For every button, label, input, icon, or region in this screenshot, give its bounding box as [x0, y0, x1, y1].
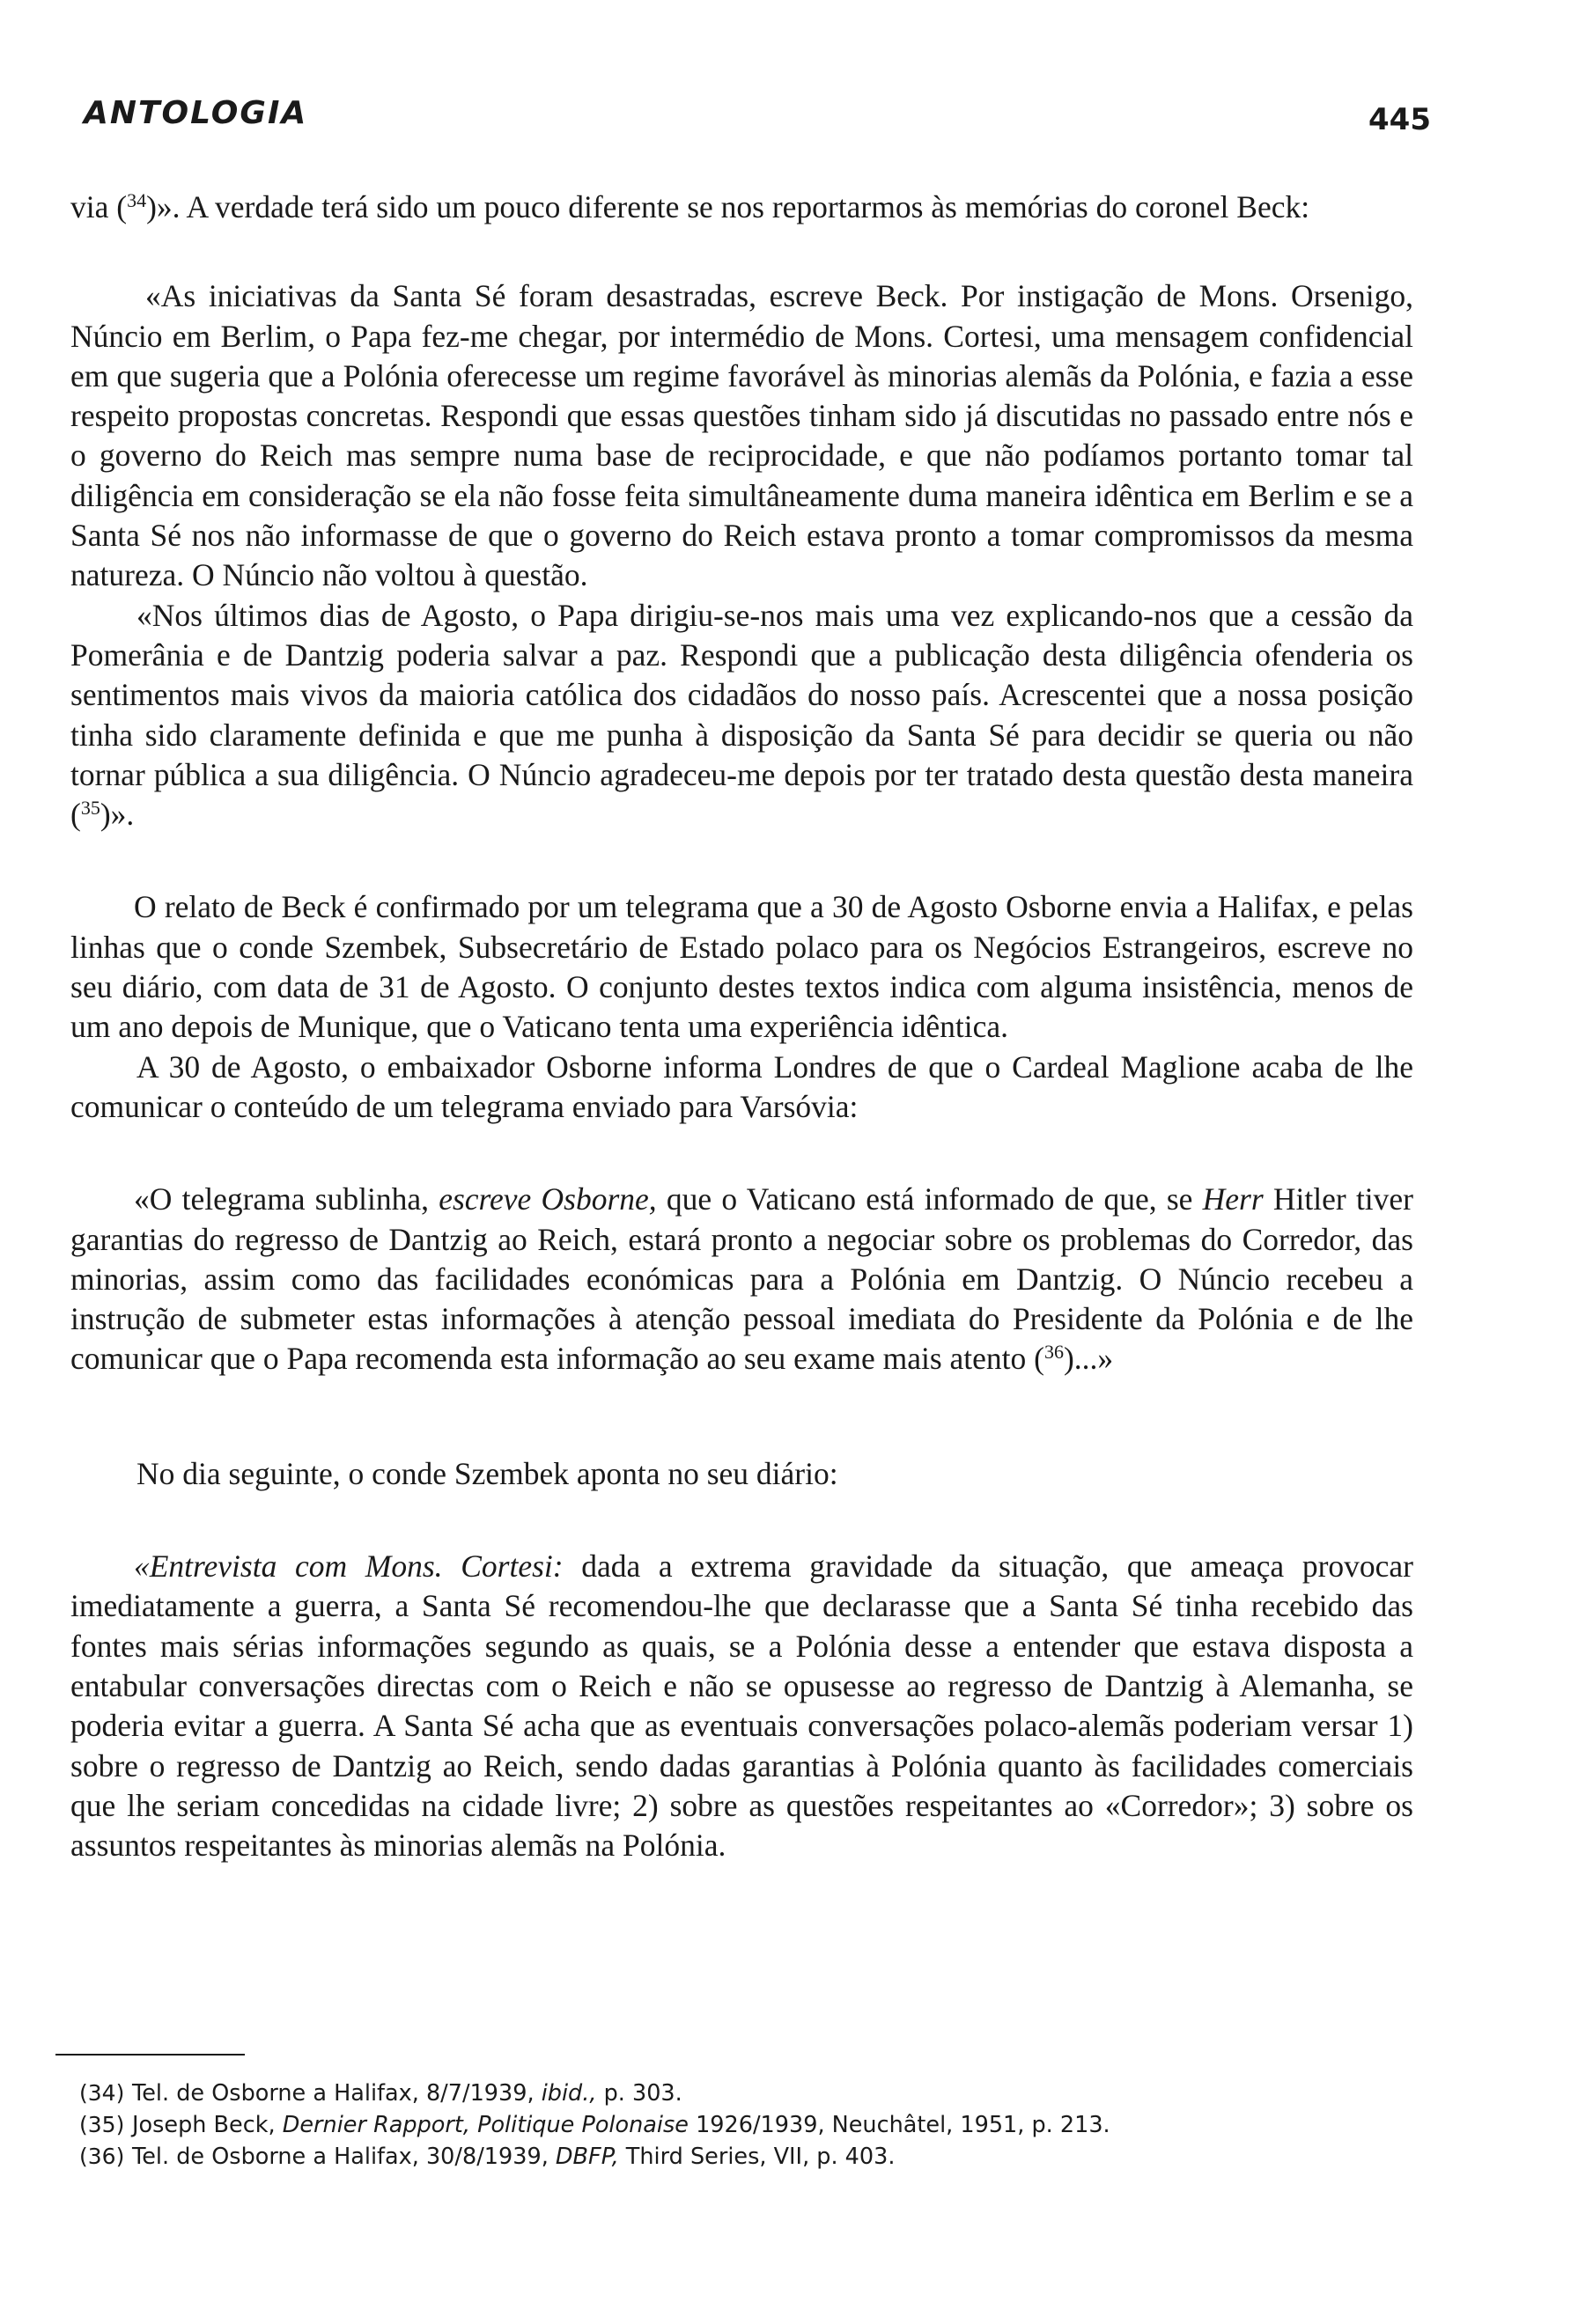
paragraph-szembek: No dia seguinte, o conde Szembek aponta no seu diário: [136, 1455, 838, 1491]
footnote-36 [79, 2141, 1409, 2173]
italic-run: «Entrevista com Mons. Cortesi: [134, 1548, 564, 1585]
paragraph-continued [70, 188, 1413, 227]
footnotes [79, 2078, 1409, 2173]
footnote-number: (35) [79, 2112, 125, 2137]
running-title: ANTOLOGIA [84, 95, 308, 131]
footnote-ref-35: 35 [80, 797, 100, 820]
text-run: que o Vaticano está informado de que, se [656, 1181, 1203, 1217]
italic-run: Dernier Rapport, Politique Polonaise [282, 2112, 689, 2138]
text-run: dada a extrema gravidade da situação, que ameaça provocar imediatamente a guerra, a Santa Sé recomendou-lhe que declarasse que a Santa Sé tinha recebido das fontes mais sérias informações segundo as quais, se a Polónia desse a entender que estava disposta a entabular conversações directas com o Reich e não se opusesse ao regresso de Dantzig à Alemanha, se poderia evitar a guerra. A Santa Sé acha que as eventuais conversações polaco-alemãs poderiam versar 1) sobre o regresso de Dantzig ao Reich, sendo dadas garantias à Polónia quanto às facilidades comerciais que lhe seriam concedidas na cidade livre; 2) sobre as questões respeitantes ao «Corredor»; 3) sobre os assuntos respeitantes às minorias alemãs na Polónia. [70, 1548, 1413, 1864]
text-run: Tel. de Osborne a Halifax, 8/7/1939, [132, 2080, 542, 2107]
text-run: 1926/1939, Neuchâtel, 1951, p. 213. [688, 2112, 1110, 2138]
footnote-ref-36: 36 [1043, 1341, 1064, 1364]
text-run: Tel. de Osborne a Halifax, 30/8/1939, [132, 2144, 556, 2170]
footnote-ref-34: 34 [127, 188, 147, 211]
page-number: 445 [1368, 102, 1431, 137]
footnote-number: (34) [79, 2080, 125, 2106]
footnote-text [132, 2078, 1409, 2109]
text-run: via ( [70, 189, 128, 224]
text-run: Hitler tiver garantias do regresso de Dantzig ao Reich, estará pronto a negociar sobre os problemas do Corredor, das minorias, assim como das facilidades económicas para a Polónia em Dantzig. O Núncio recebeu a instrução de submeter estas informações à atenção pessoal imediata do Presidente da Polónia e de lhe comunicar que o Papa recomenda esta informação ao seu exame mais atento ( [70, 1181, 1413, 1377]
text-run: «O telegrama sublinha, [134, 1181, 439, 1217]
running-head [84, 95, 1431, 148]
text-run: Joseph Beck, [132, 2112, 283, 2138]
paragraph-beck-confirmed: O relato de Beck é confirmado por um telegrama que a 30 de Agosto Osborne envia a Halifax, e pelas linhas que o conde Szembek, Subsecretário de Estado polaco para os Negócios Estrangeiros, escreve no seu diário, com data de 31 de Agosto. O conjunto destes textos indica com alguma insistência, menos de um ano depois de Munique, que o Vaticano tenta uma experiência idêntica. [70, 889, 1413, 1045]
text-run: )». A verdade terá sido um pouco diferente se nos reportarmos às memórias do coronel Beck: [146, 189, 1310, 224]
text-run: )». [100, 797, 135, 833]
footnote-35 [79, 2109, 1409, 2141]
footnote-34 [79, 2078, 1409, 2109]
paragraph-osborne: A 30 de Agosto, o embaixador Osborne informa Londres de que o Cardeal Maglione acaba de lhe comunicar o conteúdo de um telegrama enviado para Varsóvia: [70, 1048, 1413, 1124]
footnote-text [132, 2141, 1409, 2173]
body-text [70, 188, 1413, 1865]
italic-run: ibid., [541, 2080, 597, 2107]
quote-osborne [70, 1180, 1413, 1379]
quote-beck-1: «As iniciativas da Santa Sé foram desastradas, escreve Beck. Por instigação de Mons. Orsenigo, Núncio em Berlim, o Papa fez-me chegar, por intermédio de Mons. Cortesi, uma mensagem confidencial em que sugeria que a Polónia oferecesse um regime favorável às minorias alemãs da Polónia, e fazia a esse respeito propostas concretas. Respondi que essas questões tinham sido já discutidas no passado entre nós e o governo do Reich mas sempre numa base de reciprocidade, e que não podíamos portanto tomar tal diligência em consideração se ela não fosse feita simultâneamente duma maneira idêntica em Berlim e se a Santa Sé nos não informasse de que o governo do Reich estava pronto a tomar compromissos da mesma natureza. O Núncio não voltou à questão. [70, 278, 1413, 593]
italic-run: escreve Osborne, [439, 1181, 657, 1217]
footnote-number: (36) [79, 2144, 125, 2169]
text-run: )...» [1063, 1341, 1114, 1377]
text-run: «Nos últimos dias de Agosto, o Papa dirigiu-se-nos mais uma vez explicando-nos que a cessão da Pomerânia e de Dantzig poderia salvar a paz. Respondi que a publicação desta diligência ofenderia os sentimentos mais vivos da maioria católica dos cidadãos do nosso país. Acrescentei que a nossa posição tinha sido claramente definida e que me punha à disposição da Santa Sé para decidir se queria ou não tornar pública a sua diligência. O Núncio agradeceu-me depois por ter tratado desta questão desta maneira ( [70, 597, 1413, 833]
footnote-text [132, 2109, 1409, 2141]
italic-run: Herr [1202, 1181, 1264, 1217]
text-run: p. 303. [596, 2080, 682, 2107]
italic-run: DBFP, [555, 2144, 619, 2170]
quote-beck-2 [70, 596, 1413, 835]
quote-szembek [70, 1547, 1413, 1865]
text-run: Third Series, VII, p. 403. [618, 2144, 896, 2170]
footnote-rule [55, 2054, 245, 2056]
